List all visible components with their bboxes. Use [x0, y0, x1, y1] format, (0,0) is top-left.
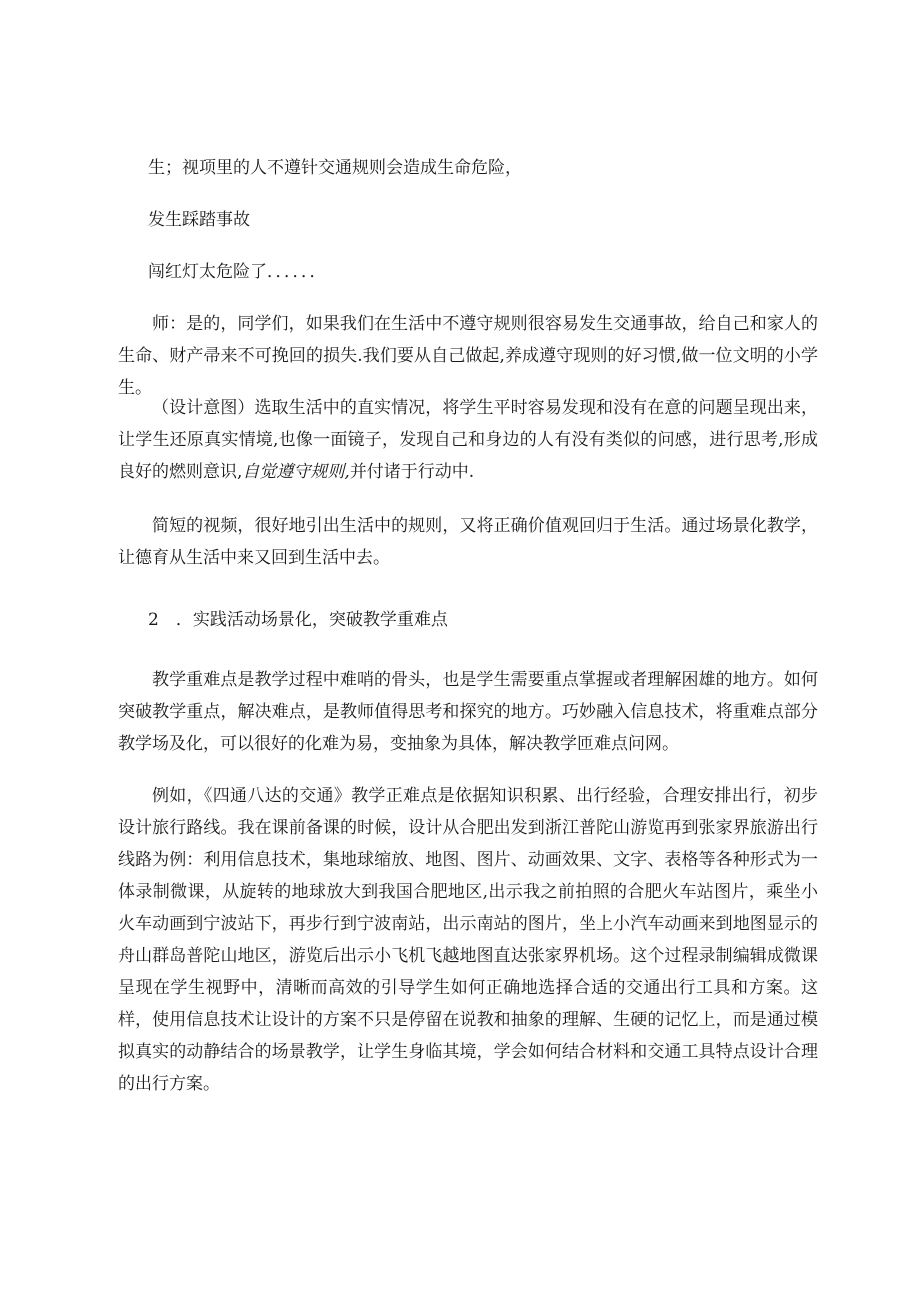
- dialogue-line-red-light: 闯红灯太危险了．．．．．．: [148, 262, 327, 282]
- teacher-paragraph: 师：是的，同学们，如果我们在生活中不遵守规则很容易发生交通事故，给自己和家人的生命、财产帚来不可挽回的损失.我们要从自己做起,养成遵守现则的好习惯,做一位文明的小学生。: [118, 314, 818, 398]
- summary-paragraph: 简短的视频，很好地引出生活中的规则，又将正确价值观回归于生活。通过场景化教学，让德育从生活中来又回到生活中去。: [118, 516, 818, 568]
- design-intent-tail-text: 并付诸于行动中.: [349, 462, 475, 482]
- design-intent-paragraph: [118, 392, 818, 488]
- design-intent-italic-text: 自觉遵守规则,: [242, 462, 350, 482]
- difficulty-paragraph: 教学重难点是教学过程中难哨的骨头，也是学生需要重点掌握或者理解困雄的地方。如何突破教学重点，解决难点，是教师值得思考和探究的地方。巧妙融入信息技术，将重难点部分教学场及化，可以很好的化难为易，变抽象为具体，解决教学匝难点问网。: [118, 670, 818, 754]
- dialogue-line-student: 生；视项里的人不遵针交通规则会造成生命危险，: [148, 158, 522, 178]
- example-paragraph: 例如，《四通八达的交通》教学正难点是依据知识积累、出行经验，合理安排出行，初步设计旅行路线。我在课前备课的时候，设计从合肥出发到浙江普陀山游览再到张家界旅游出行线路为例：利用信息技术，集地球缩放、地图、图片、动画效果、文字、表格等各种形式为一体录制微课，从旋转的地球放大到我国合肥地区,出示我之前拍照的合肥火车站图片，乘坐小火车动画到宁波站下，再步行到宁波南站，出示南站的图片，坐上小汽车动画来到地图显示的舟山群岛普陀山地区，游览后出示小飞机飞越地图直达张家界机场。这个过程录制编辑成微课呈现在学生视野中，清晰而高效的引导学生如何正确地选择合适的交通出行工具和方案。这样，使用信息技术让设计的方案不只是停留在说教和抽象的理解、生硬的记忆上，而是通过模拟真实的动静结合的场景教学，让学生身临其境，学会如何结合材料和交通工具特点设计合理的出行方案。: [118, 786, 818, 1094]
- design-intent-text: （设计意图）选取生活中的直实情况，将学生平时容易发现和没有在意的问题呈现出来，让学生还原真实情境,也像一面镜子，发现自己和身边的人有没有类似的问感，进行思考,形成良好的燃则意识,: [118, 398, 818, 482]
- dialogue-line-stampede: 发生踩踏事故: [148, 210, 250, 230]
- section-heading-2: 2 ．实践活动场景化，突破教学重难点: [148, 610, 448, 630]
